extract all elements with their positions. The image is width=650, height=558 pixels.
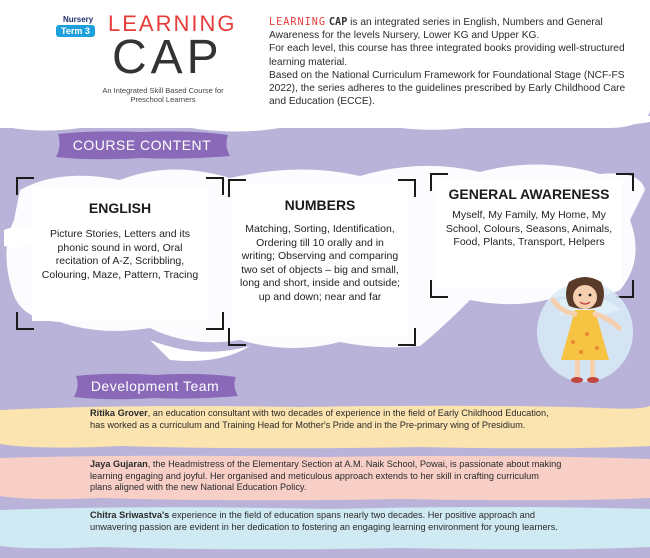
intro-paragraph-2: For each level, this course has three integrated books providing well-structured learning material. — [269, 43, 625, 68]
intro-paragraph-3: Based on the National Curriculum Framework for Foundational Stage (NCF-FS 2022), the series adheres to the guidelines prescribed by Early Childhood Care and Education (ECCE). — [269, 69, 626, 108]
card-english-body: Picture Stories, Letters and its phonic sound in word, Oral recitation of A-Z, Scribbling, Colouring, Maze, Pattern, Tracing — [41, 228, 199, 281]
team-member-3 — [90, 510, 562, 533]
level-label: Nursery — [63, 15, 94, 24]
bracket-corner — [228, 328, 246, 346]
bracket-corner — [206, 177, 224, 195]
team-member-2 — [90, 459, 562, 494]
card-english — [32, 186, 208, 321]
logo-tagline: An Integrated Skill Based Course for Preschool Learners — [102, 86, 224, 104]
intro-text — [269, 16, 639, 108]
card-numbers-body: Matching, Sorting, Identification, Ordering till 10 orally and in writing; Observing and comparing two set of objects – big and small, long and short, inside and outside; up and down; near and far — [240, 223, 400, 303]
bracket-corner — [430, 173, 448, 191]
bracket-corner — [398, 328, 416, 346]
member-1-bio: , an education consultant with two decades of experience in the field of Early Childhood Education, has worked as a curriculum and Training Head for Mother's Pride and in the Pre-primary wing of Presidium. — [90, 408, 549, 430]
card-ga-body: Myself, My Family, My Home, My School, Colours, Seasons, Animals, Food, Plants, Transport, Helpers — [445, 209, 613, 248]
bracket-corner — [16, 312, 34, 330]
development-team-label: Development Team — [90, 378, 220, 394]
bracket-corner — [616, 173, 634, 191]
member-2-bio: , the Headmistress of the Elementary Section at A.M. Naik School, Powai, is passionate about making learning engaging and joyful. Her organised and meticulous approach extends to her skill in crafting curriculum plans aligned with the new National Education Policy. — [90, 459, 562, 492]
development-team-heading — [70, 372, 240, 400]
intro-p1-rest: is an integrated series in English, Numbers and General Awareness for the levels Nursery, Lower KG and Upper KG. — [269, 17, 603, 42]
card-numbers-title: NUMBERS — [284, 197, 356, 213]
member-3-bio: experience in the field of education spans nearly two decades. Her positive approach and unwavering passion are evident in her dedication to fostering an engaging learning environment for young learners. — [90, 510, 558, 532]
course-content-label: COURSE CONTENT — [72, 137, 212, 153]
member-1-name: Ritika Grover — [90, 408, 148, 418]
card-numbers — [232, 185, 408, 337]
logo-learning: LEARNING — [108, 11, 237, 36]
bracket-corner — [398, 179, 416, 197]
girl-illustration-icon — [535, 272, 635, 390]
course-content-heading — [52, 130, 232, 160]
intro-brand-learning: LEARNING — [269, 17, 327, 28]
team-member-1 — [90, 408, 562, 431]
intro-paragraph-1 — [269, 16, 639, 42]
card-english-title: ENGLISH — [88, 200, 152, 216]
logo-cap: CAP — [112, 31, 223, 84]
bracket-corner — [16, 177, 34, 195]
bracket-corner — [206, 312, 224, 330]
bracket-corner — [228, 179, 246, 197]
intro-brand-cap: CAP — [328, 17, 348, 28]
bracket-corner — [430, 280, 448, 298]
card-ga-title: GENERAL AWARENESS — [448, 186, 610, 202]
member-3-name: Chitra Sriwastva's — [90, 510, 170, 520]
term-badge: Term 3 — [56, 25, 95, 37]
member-2-name: Jaya Gujaran — [90, 459, 148, 469]
